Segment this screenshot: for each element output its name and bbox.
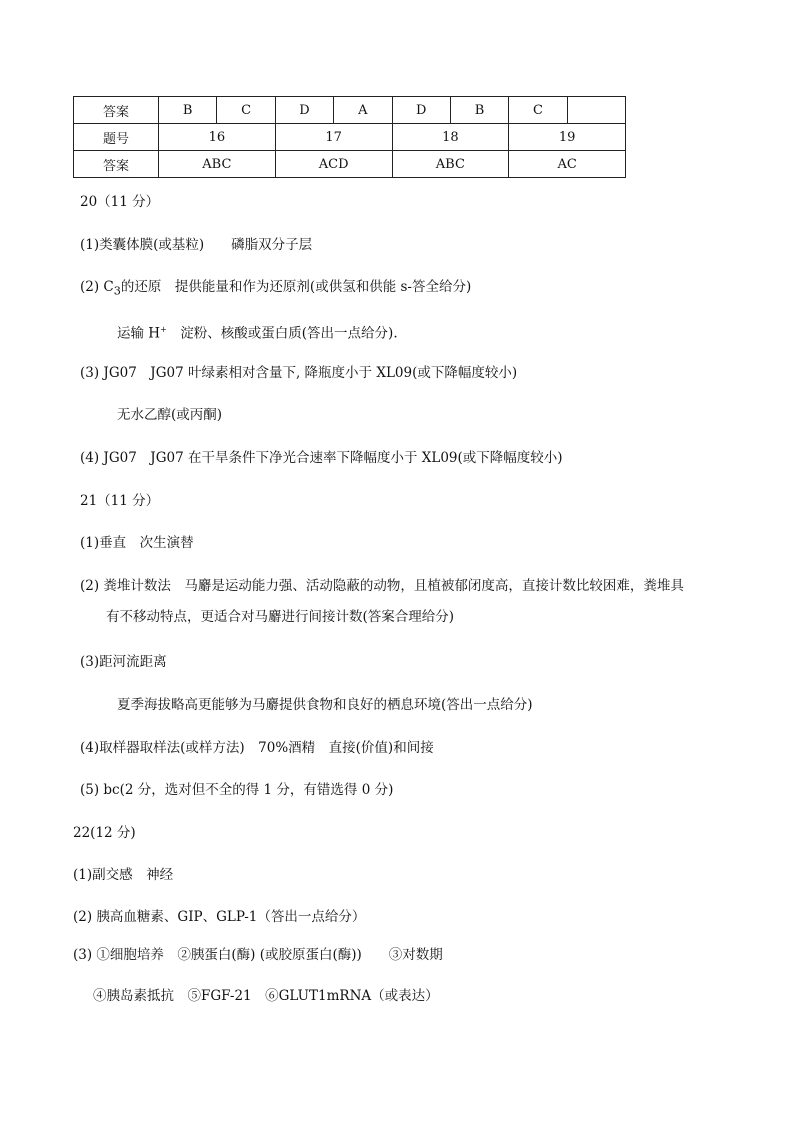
q21-line-5: 夏季海拔略高更能够为马麝提供食物和良好的栖息环境(答出一点给分): [117, 697, 533, 713]
table-cell: 答案: [74, 151, 159, 178]
table-cell: 18: [392, 124, 509, 151]
q22-line-1: (1)副交感 神经: [73, 867, 174, 883]
q21-line-4: (3)距河流距离: [80, 654, 167, 670]
q20-line-2-start: (2) C: [80, 279, 114, 295]
table-cell: 19: [509, 124, 626, 151]
table-cell: B: [450, 97, 508, 124]
q22-line-3: (3) ①细胞培养 ②胰蛋白(酶) (或胶原蛋白(酶)) ③对数期: [73, 947, 443, 963]
table-cell: D: [275, 97, 333, 124]
q21-line-2: (2) 粪堆计数法 马麝是运动能力强、活动隐蔽的动物，且植被郁闭度高，直接计数比较困难，粪堆具: [80, 578, 684, 594]
table-cell: 17: [275, 124, 392, 151]
q20-header: 20（11 分）: [80, 194, 160, 210]
table-cell: A: [334, 97, 392, 124]
q20-line-3-rest: 淀粉、核酸或蛋白质(答出一点给分).: [166, 325, 398, 342]
table-cell: 16: [159, 124, 276, 151]
table-cell: 答案: [74, 97, 159, 124]
q20-line-2-subscript: 3: [113, 284, 121, 298]
q22-header: 22(12 分): [73, 825, 136, 841]
table-cell: B: [159, 97, 217, 124]
table-cell: C: [509, 97, 567, 124]
q21-line-7: (5) bc(2 分，选对但不全的得 1 分，有错选得 0 分): [80, 782, 394, 798]
answer-table: [73, 96, 626, 178]
table-cell: AC: [509, 151, 626, 178]
q20-line-3: [117, 321, 398, 343]
q20-line-2-rest: 的还原 提供能量和作为还原剂(或供氢和供能 s-答全给分): [120, 279, 472, 295]
q21-header: 21（11 分）: [80, 493, 160, 509]
table-cell: D: [392, 97, 450, 124]
q21-line-3: 有不移动特点，更适合对马麝进行间接计数(答案合理给分): [106, 609, 455, 625]
q20-line-5: 无水乙醇(或丙酮): [117, 407, 223, 423]
table-cell: C: [217, 97, 275, 124]
table-cell: [567, 97, 625, 124]
table-row: [74, 124, 626, 151]
table-cell: ACD: [275, 151, 392, 178]
q20-line-4: (3) JG07 JG07 叶绿素相对含量下, 降瓶度小于 XL09(或下降幅度较小): [80, 365, 518, 381]
q22-line-2: (2) 胰高血糖素、GIP、GLP-1（答出一点给分）: [73, 909, 366, 925]
table-cell: ABC: [392, 151, 509, 178]
q20-line-3-superscript: +: [160, 325, 167, 334]
q20-line-6: (4) JG07 JG07 在干旱条件下净光合速率下降幅度小于 XL09(或下降幅度较小): [80, 450, 563, 466]
table-cell: ABC: [159, 151, 276, 178]
table-cell: 题号: [74, 124, 159, 151]
q21-line-6: (4)取样器取样法(或样方法) 70%酒精 直接(价值)和间接: [80, 740, 434, 756]
q20-line-2: [80, 278, 471, 301]
q20-line-3-start: 运输 H: [117, 325, 161, 342]
table-row: [74, 97, 626, 124]
q20-line-1: (1)类囊体膜(或基粒) 磷脂双分子层: [80, 237, 313, 253]
table-row: [74, 151, 626, 178]
q22-line-4: ④胰岛素抵抗 ⑤FGF-21 ⑥GLUT1mRNA（或表达）: [93, 988, 439, 1004]
q21-line-1: (1)垂直 次生演替: [80, 535, 194, 551]
